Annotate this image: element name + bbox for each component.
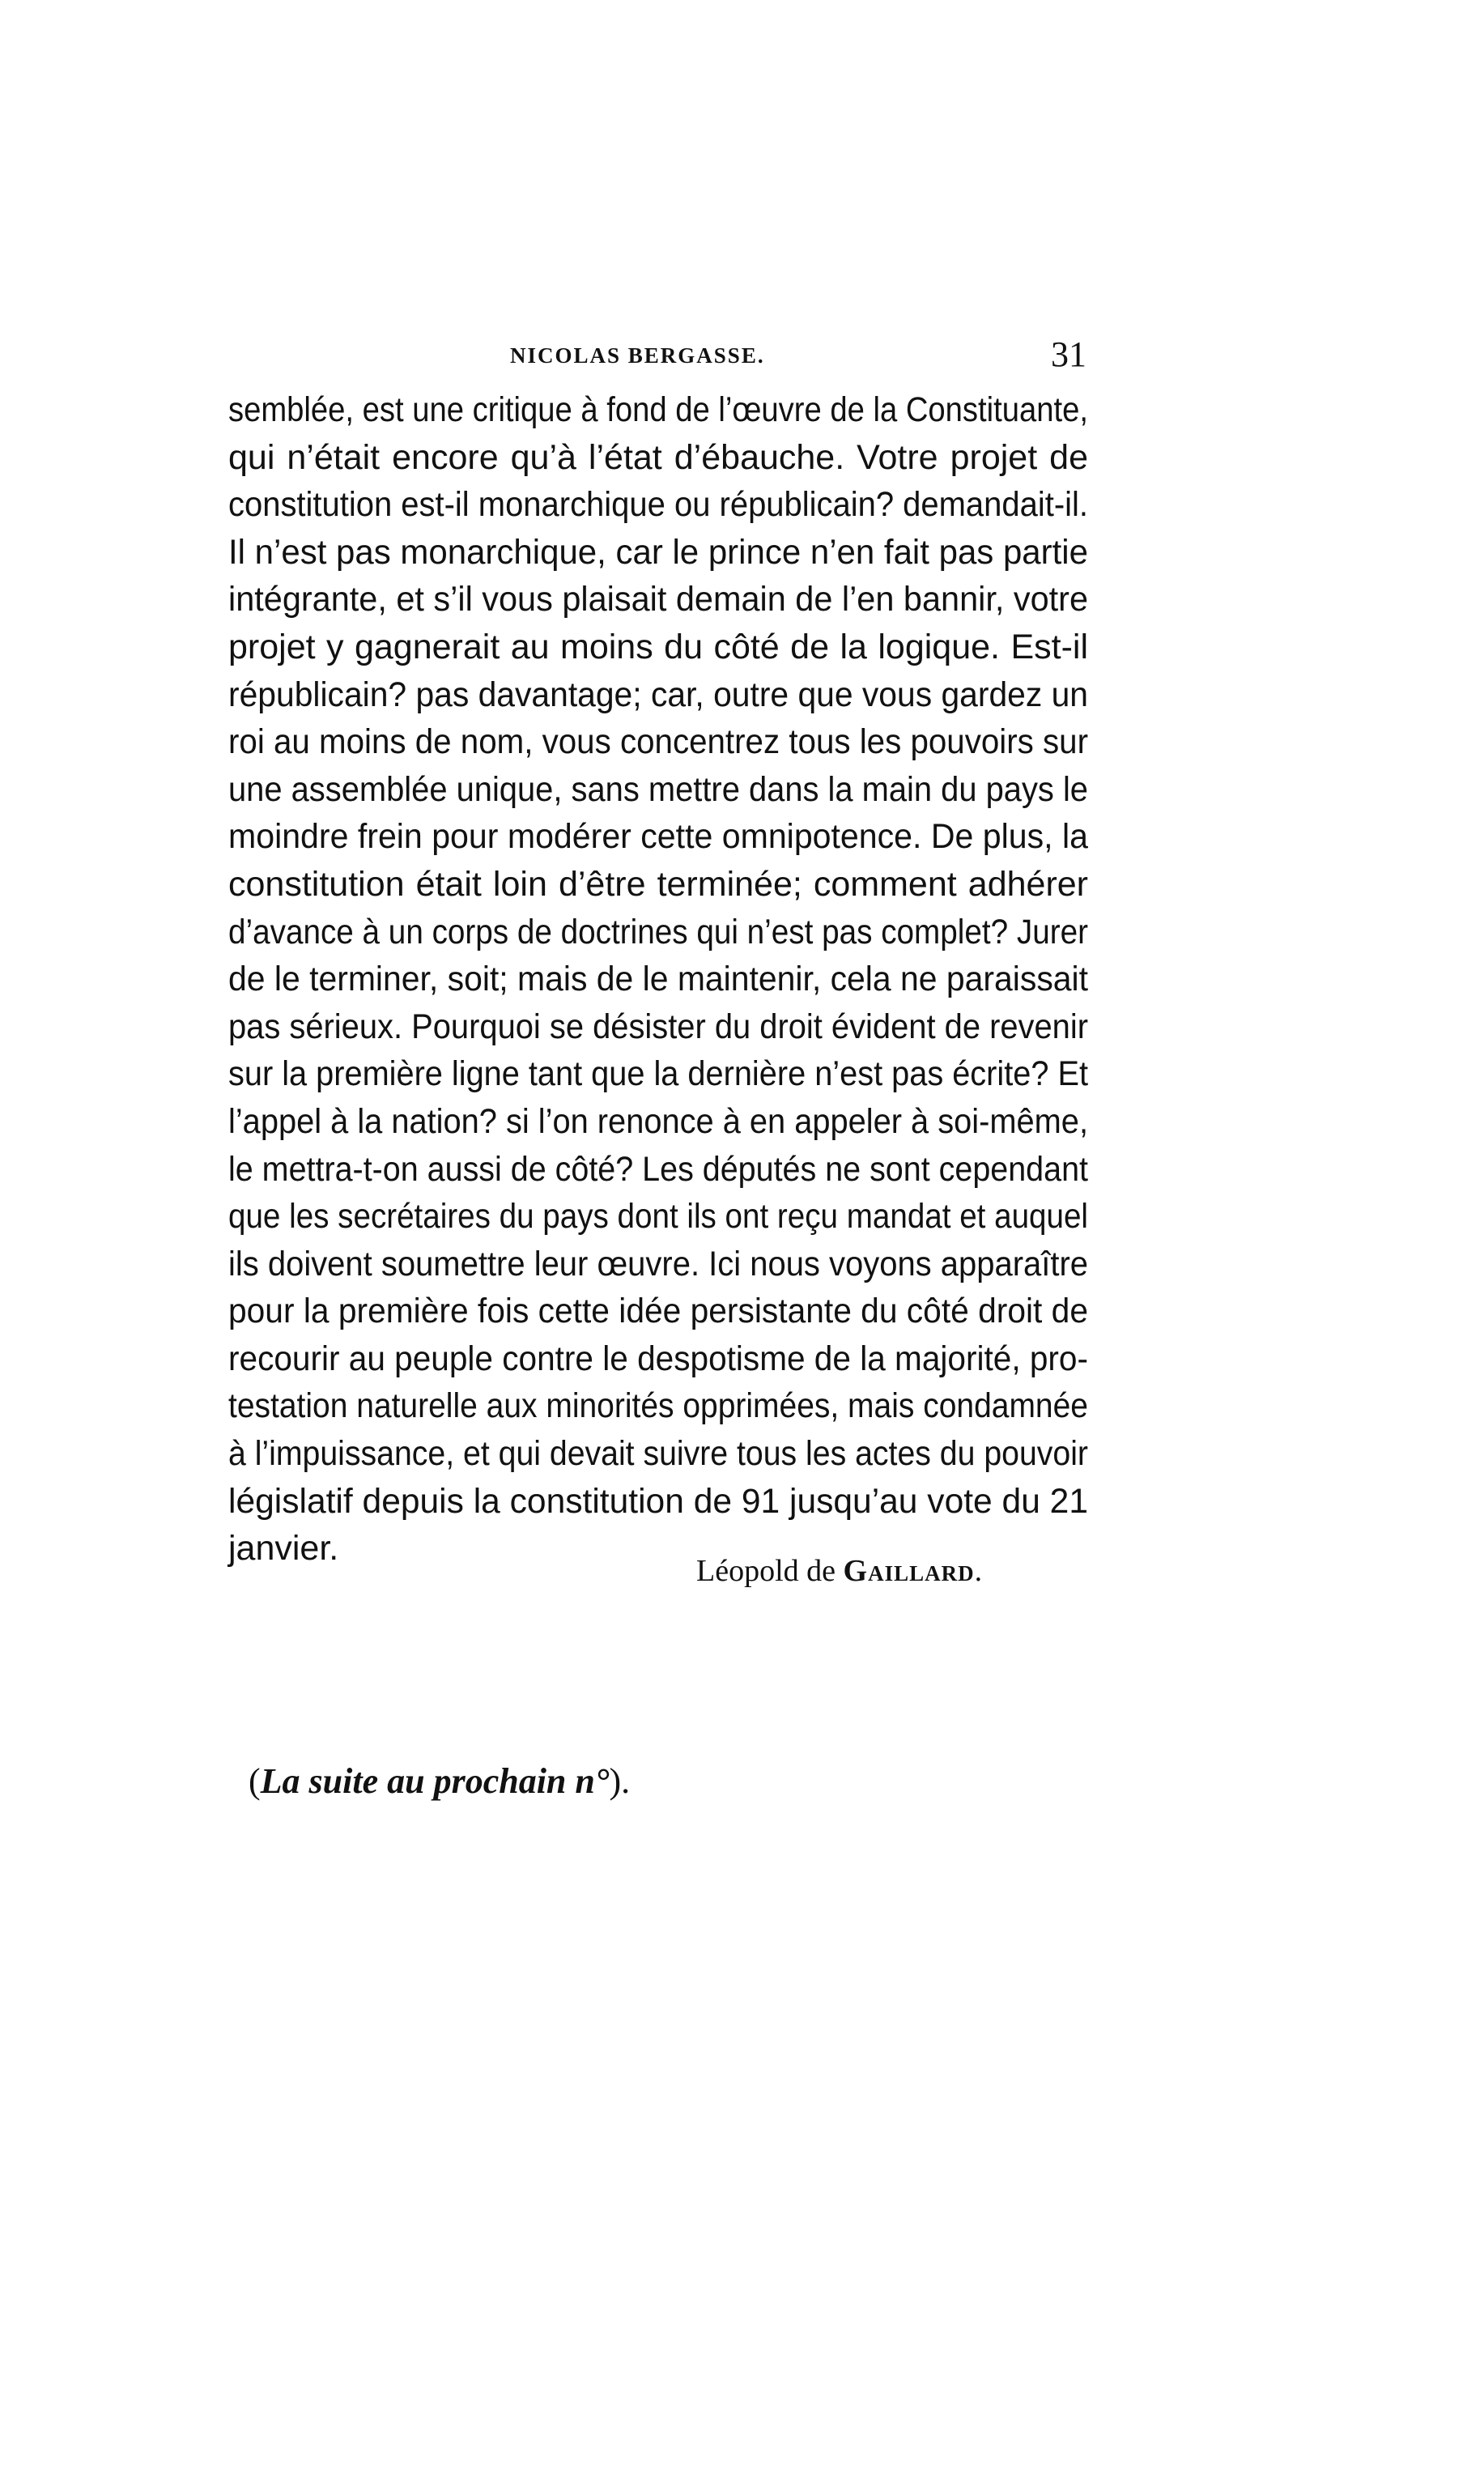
text-line: qui n’était encore qu’à l’état d’ébauche. Votre projet de: [228, 437, 1088, 477]
page-number: 31: [1051, 334, 1086, 374]
continuation-text: La suite au prochain: [260, 1761, 567, 1801]
text-line: moindre frein pour modérer cette omnipotence. De plus, la: [228, 817, 1088, 857]
text-line: recourir au peuple contre le despotisme de la majorité, pro-: [228, 1339, 1088, 1378]
continuation-close: ).: [609, 1761, 631, 1801]
text-line: intégrante, et s’il vous plaisait demain de l’en bannir, votre: [228, 580, 1088, 619]
text-line: à l’impuissance, et qui devait suivre tous les actes du pouvoir: [228, 1434, 1088, 1474]
text-line: sur la première ligne tant que la dernière n’est pas écrite? Et: [228, 1054, 1088, 1094]
text-line: législatif depuis la constitution de 91 jusqu’au vote du 21: [228, 1481, 1088, 1521]
continuation-open: (: [249, 1761, 261, 1801]
text-line: de le terminer, soit; mais de le maintenir, cela ne paraissait: [228, 960, 1088, 999]
running-title: NICOLAS BERGASSE.: [510, 343, 765, 368]
continuation-note: [249, 1760, 630, 1802]
continuation-number-sign: n°: [575, 1761, 610, 1801]
text-line: républicain? pas davantage; car, outre que vous gardez un: [228, 675, 1088, 714]
text-line: semblée, est une critique à fond de l’œuvre de la Constituante,: [228, 390, 1088, 429]
signature-prefix: Léopold de: [696, 1554, 844, 1588]
text-line: que les secrétaires du pays dont ils ont reçu mandat et auquel: [228, 1197, 1088, 1237]
text-line: testation naturelle aux minorités opprimées, mais condamnée: [228, 1386, 1088, 1426]
text-line: roi au moins de nom, vous concentrez tous les pouvoirs sur: [228, 722, 1088, 762]
body-text: [228, 386, 1088, 1573]
author-signature: [696, 1553, 982, 1589]
text-line: ils doivent soumettre leur œuvre. Ici nous voyons apparaître: [228, 1244, 1088, 1283]
text-line: Il n’est pas monarchique, car le prince n’en fait pas partie: [228, 532, 1088, 572]
text-line: pas sérieux. Pourquoi se désister du droit évident de revenir: [228, 1007, 1088, 1046]
text-line: constitution est-il monarchique ou républicain? demandait-il.: [228, 485, 1088, 525]
text-line: une assemblée unique, sans mettre dans la main du pays le: [228, 769, 1088, 809]
text-line: projet y gagnerait au moins du côté de la logique. Est-il: [228, 627, 1088, 666]
text-line-last: janvier.: [228, 1529, 339, 1569]
text-line: le mettra-t-on aussi de côté? Les députés ne sont cependant: [228, 1149, 1088, 1189]
signature-surname: Gaillard: [843, 1554, 975, 1588]
text-line: constitution était loin d’être terminée; comment adhérer: [228, 864, 1088, 904]
text-line: d’avance à un corps de doctrines qui n’est pas complet? Jurer: [228, 912, 1088, 951]
running-head: [228, 334, 1086, 382]
text-line: l’appel à la nation? si l’on renonce à en appeler à soi-même,: [228, 1101, 1088, 1141]
text-line: pour la première fois cette idée persistante du côté droit de: [228, 1292, 1088, 1331]
signature-suffix: .: [974, 1554, 983, 1588]
